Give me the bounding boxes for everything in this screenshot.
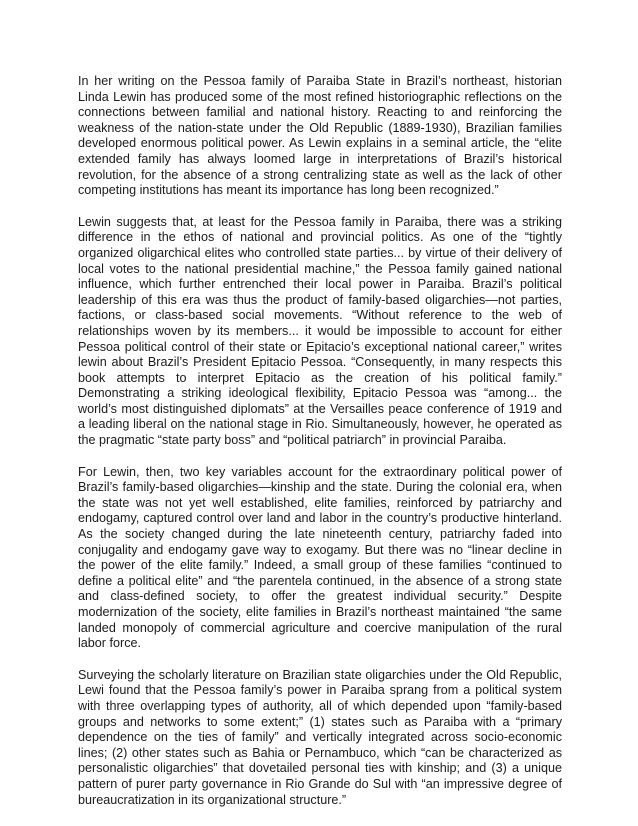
paragraph-3: For Lewin, then, two key variables account for the extraordinary political power of Brazil’s family-based oligarchies—kinship and the state. During the colonial era, when the state was not yet well established, elite families, reinforced by patriarchy and endogamy, captured control over land and labor in the country’s productive hinterland. As the society changed during the late nineteenth century, patriarchy faded into conjugality and endogamy gave way to exogamy. But there was no “linear decline in the power of the elite family.” Indeed, a small group of these families “continued to define a political elite” and “the parentela continued, in the absence of a strong state and class-defined society, to offer the greatest individual security.” Despite modernization of the society, elite families in Brazil’s northeast maintained “the same landed monopoly of commercial agriculture and coercive manipulation of the rural labor force. (78, 464, 562, 651)
paragraph-1: In her writing on the Pessoa family of Paraiba State in Brazil’s northeast, historian Linda Lewin has produced some of the most refined historiographic reflections on the connections between familial and national history. Reacting to and reinforcing the weakness of the nation-state under the Old Republic (1889-1930), Brazilian families developed enormous political power. As Lewin explains in a seminal article, the “elite extended family has always loomed large in interpretations of Brazil’s historical revolution, for the absence of a strong centralizing state as well as the lack of other competing institutions has meant its importance has long been recognized.” (78, 74, 562, 198)
paragraph-4: Surveying the scholarly literature on Brazilian state oligarchies under the Old Republic, Lewi found that the Pessoa family’s power in Paraiba sprang from a political system with three overlapping types of authority, all of which depended upon “family-based groups and networks to some extent;” (1) states such as Paraiba with a “primary dependence on the ties of family” and vertically integrated across socio-economic lines; (2) other states such as Bahia or Pernambuco, which “can be characterized as personalistic oligarchies” that dovetailed personal ties with kinship; and (3) a unique pattern of purer party governance in Rio Grande do Sul with “an impressive degree of bureaucratization in its organizational structure.” (78, 667, 562, 807)
paragraph-2: Lewin suggests that, at least for the Pessoa family in Paraiba, there was a striking difference in the ethos of national and provincial politics. As one of the “tightly organized oligarchical elites who controlled state parties... by virtue of their delivery of local votes to the national presidential machine,” the Pessoa family gained national influence, which further entrenched their local power in Paraiba. Brazil’s political leadership of this era was thus the product of family-based oligarchies—not parties, factions, or class-based social movements. “Without reference to the web of relationships woven by its members... it would be impossible to account for either Pessoa political control of their state or Epitacio’s exceptional national career,” writes lewin about Brazil’s President Epitacio Pessoa. “Consequently, in many respects this book attempts to interpret Epitacio as the creation of his political family.” Demonstrating a striking ideological flexibility, Epitacio Pessoa was “among... the world’s most distinguished diplomats” at the Versailles peace conference of 1919 and a leading liberal on the national stage in Rio. Simultaneously, however, he operated as the pragmatic “state party boss” and “political patriarch” in provincial Paraiba. (78, 214, 562, 448)
document-body (78, 74, 562, 824)
